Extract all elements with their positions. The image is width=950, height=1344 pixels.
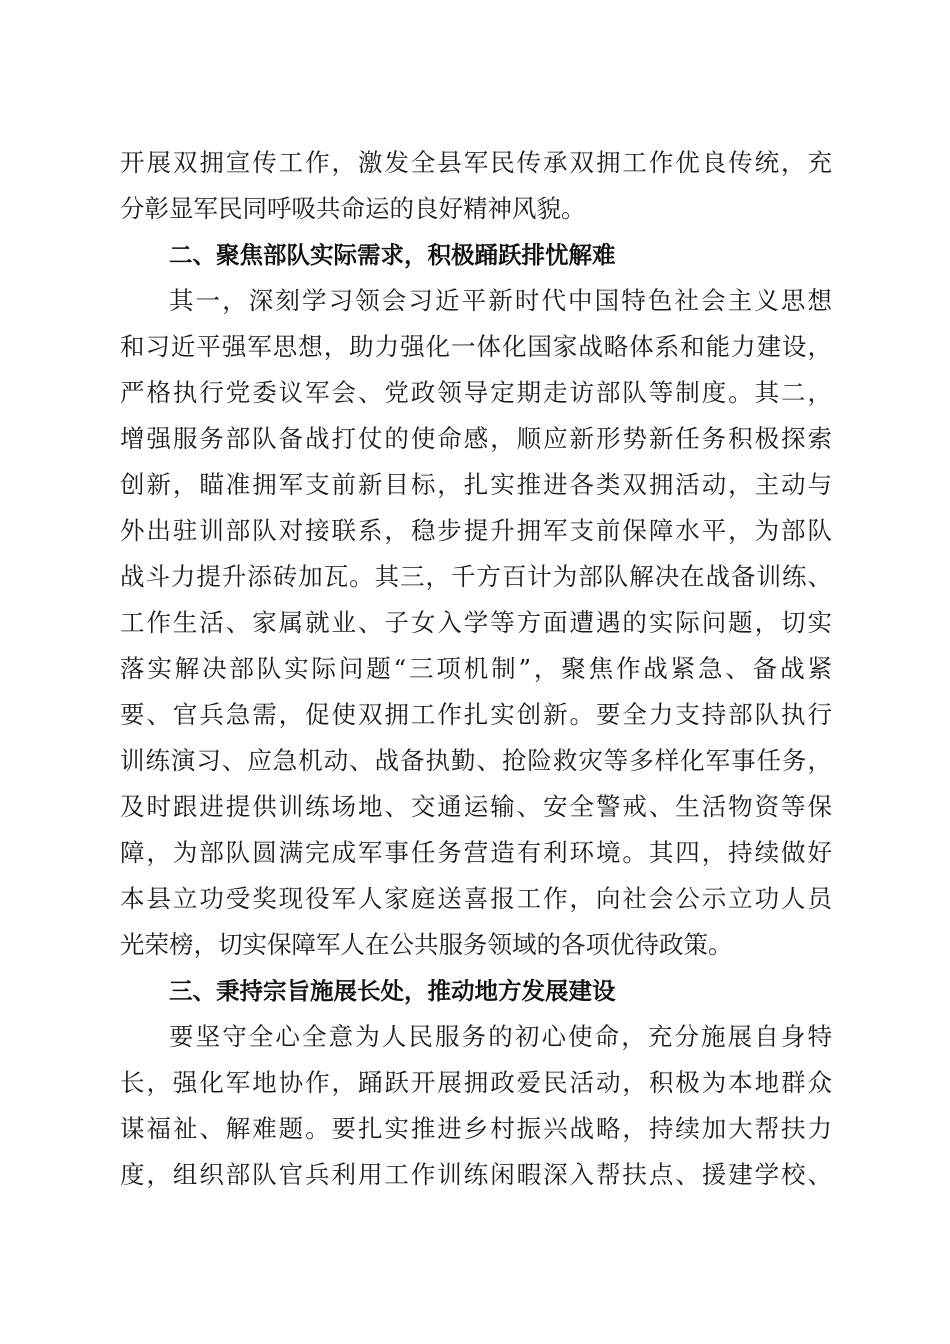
paragraph-line: 开展双拥宣传工作，激发全县军民传承双拥工作优良传统，充: [120, 148, 832, 177]
paragraph-line: 光荣榜，切实保障军人在公共服务领域的各项优待政策。: [120, 930, 733, 959]
section-heading-3: 三、秉持宗旨施展长处，推动地方发展建设: [169, 977, 616, 1005]
paragraph-line: 战斗力提升添砖加瓦。其三，千方百计为部队解决在战备训练、: [120, 562, 832, 591]
paragraph-line: 工作生活、家属就业、子女入学等方面遭遇的实际问题，切实: [120, 608, 832, 637]
paragraph-line: 要、官兵急需，促使双拥工作扎实创新。要全力支持部队执行: [120, 700, 832, 729]
paragraph-line: 和习近平强军思想，助力强化一体化国家战略体系和能力建设，: [120, 332, 832, 361]
paragraph-line: 障，为部队圆满完成军事任务营造有利环境。其四，持续做好: [120, 838, 832, 867]
paragraph-line: 增强服务部队备战打仗的使命感，顺应新形势新任务积极探索: [120, 424, 832, 453]
paragraph-line: 训练演习、应急机动、战备执勤、抢险救灾等多样化军事任务，: [120, 746, 832, 775]
document-body: [120, 140, 832, 1198]
paragraph-line: 外出驻训部队对接联系，稳步提升拥军支前保障水平，为部队: [120, 516, 832, 545]
paragraph-line: 及时跟进提供训练场地、交通运输、安全警戒、生活物资等保: [120, 792, 832, 821]
paragraph-line: 度，组织部队官兵利用工作训练闲暇深入帮扶点、援建学校、: [120, 1160, 832, 1189]
paragraph-line: 分彰显军民同呼吸共命运的良好精神风貌。: [120, 194, 586, 223]
paragraph-line: 要坚守全心全意为人民服务的初心使命，充分施展自身特: [169, 1022, 832, 1051]
paragraph-line: 落实解决部队实际问题“三项机制”，聚焦作战紧急、备战紧: [120, 654, 832, 683]
section-heading-2: 二、聚焦部队实际需求，积极踊跃排忧解难: [169, 241, 616, 269]
paragraph-line: 严格执行党委议军会、党政领导定期走访部队等制度。其二，: [120, 378, 832, 407]
paragraph-line: 创新，瞄准拥军支前新目标，扎实推进各类双拥活动，主动与: [120, 470, 832, 499]
paragraph-line: 本县立功受奖现役军人家庭送喜报工作，向社会公示立功人员: [120, 884, 832, 913]
paragraph-line: 谋福祉、解难题。要扎实推进乡村振兴战略，持续加大帮扶力: [120, 1114, 832, 1143]
paragraph-line: 其一，深刻学习领会习近平新时代中国特色社会主义思想: [169, 286, 832, 315]
paragraph-line: 长，强化军地协作，踊跃开展拥政爱民活动，积极为本地群众: [120, 1068, 832, 1097]
